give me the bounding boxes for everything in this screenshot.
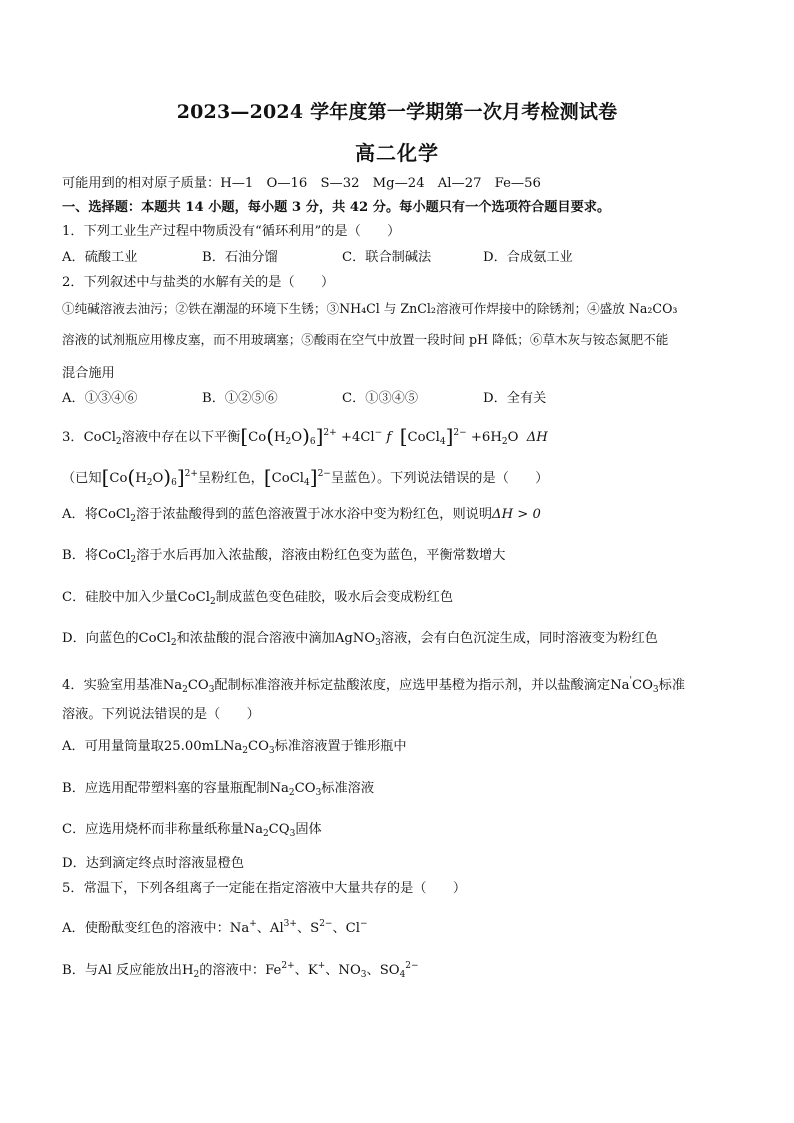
q5-stem: 5．常温下，下列各组离子一定能在指定溶液中大量共存的是（ ） — [62, 881, 467, 896]
equilibrium-equation: $[Co(H_2O)_6]^{2+} +4Cl^-$ f [CoCl$_4$]$^{2-}$ $+6H_2O$ ΔH — [240, 424, 548, 448]
q1-option-b[interactable]: B．石油分馏 — [202, 250, 278, 265]
q2-option-b[interactable]: B．①②⑤⑥ — [202, 391, 278, 406]
q3-option-c[interactable]: C．硅胶中加入少量CoCl$_2$制成蓝色变色硅胶，吸水后会变成粉红色 — [62, 590, 454, 607]
q1-option-d[interactable]: D．合成氨工业 — [483, 250, 573, 265]
exam-title: 2023—2024 学年度第一学期第一次月考检测试卷 — [176, 101, 618, 123]
q5-option-a[interactable]: A．使酚酞变红色的溶液中：Na+、$Al^{3+}$、$S^{2-}$、Cl− — [62, 919, 368, 936]
q4-option-d[interactable]: D．达到滴定终点时溶液显橙色 — [62, 856, 245, 871]
q1-option-a[interactable]: A．硫酸工业 — [62, 250, 138, 265]
q2-stem: 2．下列叙述中与盐类的水解有关的是（ ） — [62, 275, 335, 290]
q3-option-a[interactable]: A．将CoCl$_2$溶于浓盐酸得到的蓝色溶液置于冰水浴中变为粉红色，则说明ΔH > 0 — [62, 507, 541, 524]
q4-stem-line1: 4．实验室用基准$Na_2CO_3$配制标准溶液并标定盐酸浓度，应选甲基橙为指示剂，并以盐酸滴定$Na'CO_3$标准 — [62, 676, 686, 695]
q2-line2: 溶液的试剂瓶应用橡皮塞，而不用玻璃塞；⑤酸雨在空气中放置一段时间 pH 降低；⑥草木灰与铵态氮肥不能 — [62, 332, 669, 347]
q2-option-d[interactable]: D．全有关 — [483, 391, 547, 406]
q2-line1: ①纯碱溶液去油污；②铁在潮湿的环境下生锈；③NH₄Cl 与 ZnCl₂溶液可作焊接中的除锈剂；④盛放 Na₂CO₃ — [62, 301, 678, 316]
q3-known: （已知$[Co(H_2O)_6]^{2+}$呈粉红色，[CoCl$_4$]$^{2-}$呈蓝色）。下列说法错误的是（ ） — [62, 465, 549, 489]
q4-option-b[interactable]: B．应选用配带塑料塞的容量瓶配制$Na_2CO_3$标准溶液 — [62, 781, 375, 798]
q1-stem: 1．下列工业生产过程中物质没有“循环利用”的是（ ） — [62, 224, 401, 239]
q1-option-c[interactable]: C．联合制碱法 — [342, 250, 432, 265]
q4-option-a[interactable]: A．可用量筒量取$25.00mLNa_2CO_3$标准溶液置于锥形瓶中 — [62, 739, 407, 756]
q3-option-d[interactable]: D．向蓝色的CoCl$_2$和浓盐酸的混合溶液中滴加AgNO$_3$溶液，会有白色沉淀生成，同时溶液变为粉红色 — [62, 631, 658, 648]
atomic-masses: 可能用到的相对原子质量：H—1 O—16 S—32 Mg—24 Al—27 Fe—56 — [62, 176, 541, 191]
q4-option-c[interactable]: C．应选用烧杯而非称量纸称量$Na_2CQ_3$固体 — [62, 822, 322, 839]
q5-option-b[interactable]: B．与Al 反应能放出$H_2$的溶液中：$Fe^{2+}$、K+、$NO_3$、$SO_4^{2-}$ — [62, 961, 419, 980]
q3-stem: 3．CoCl$_2$溶液中存在以下平衡$[Co(H_2O)_6]^{2+} +4Cl^-$ f [CoCl$_4$]$^{2-}$ $+6H_2O$ ΔH — [62, 424, 548, 448]
q2-option-a[interactable]: A．①③④⑥ — [62, 391, 138, 406]
q2-line3: 混合施用 — [62, 366, 115, 381]
q3-option-b[interactable]: B．将CoCl$_2$溶于水后再加入浓盐酸，溶液由粉红色变为蓝色，平衡常数增大 — [62, 548, 506, 565]
q4-stem-line2: 溶液。下列说法错误的是（ ） — [62, 707, 260, 722]
exam-subtitle: 高二化学 — [355, 141, 439, 165]
section-heading: 一、选择题：本题共 14 小题，每小题 3 分，共 42 分。每小题只有一个选项符合题目要求。 — [62, 200, 611, 215]
q2-option-c[interactable]: C．①③④⑤ — [342, 391, 419, 406]
q3-number: 3． — [62, 430, 84, 445]
